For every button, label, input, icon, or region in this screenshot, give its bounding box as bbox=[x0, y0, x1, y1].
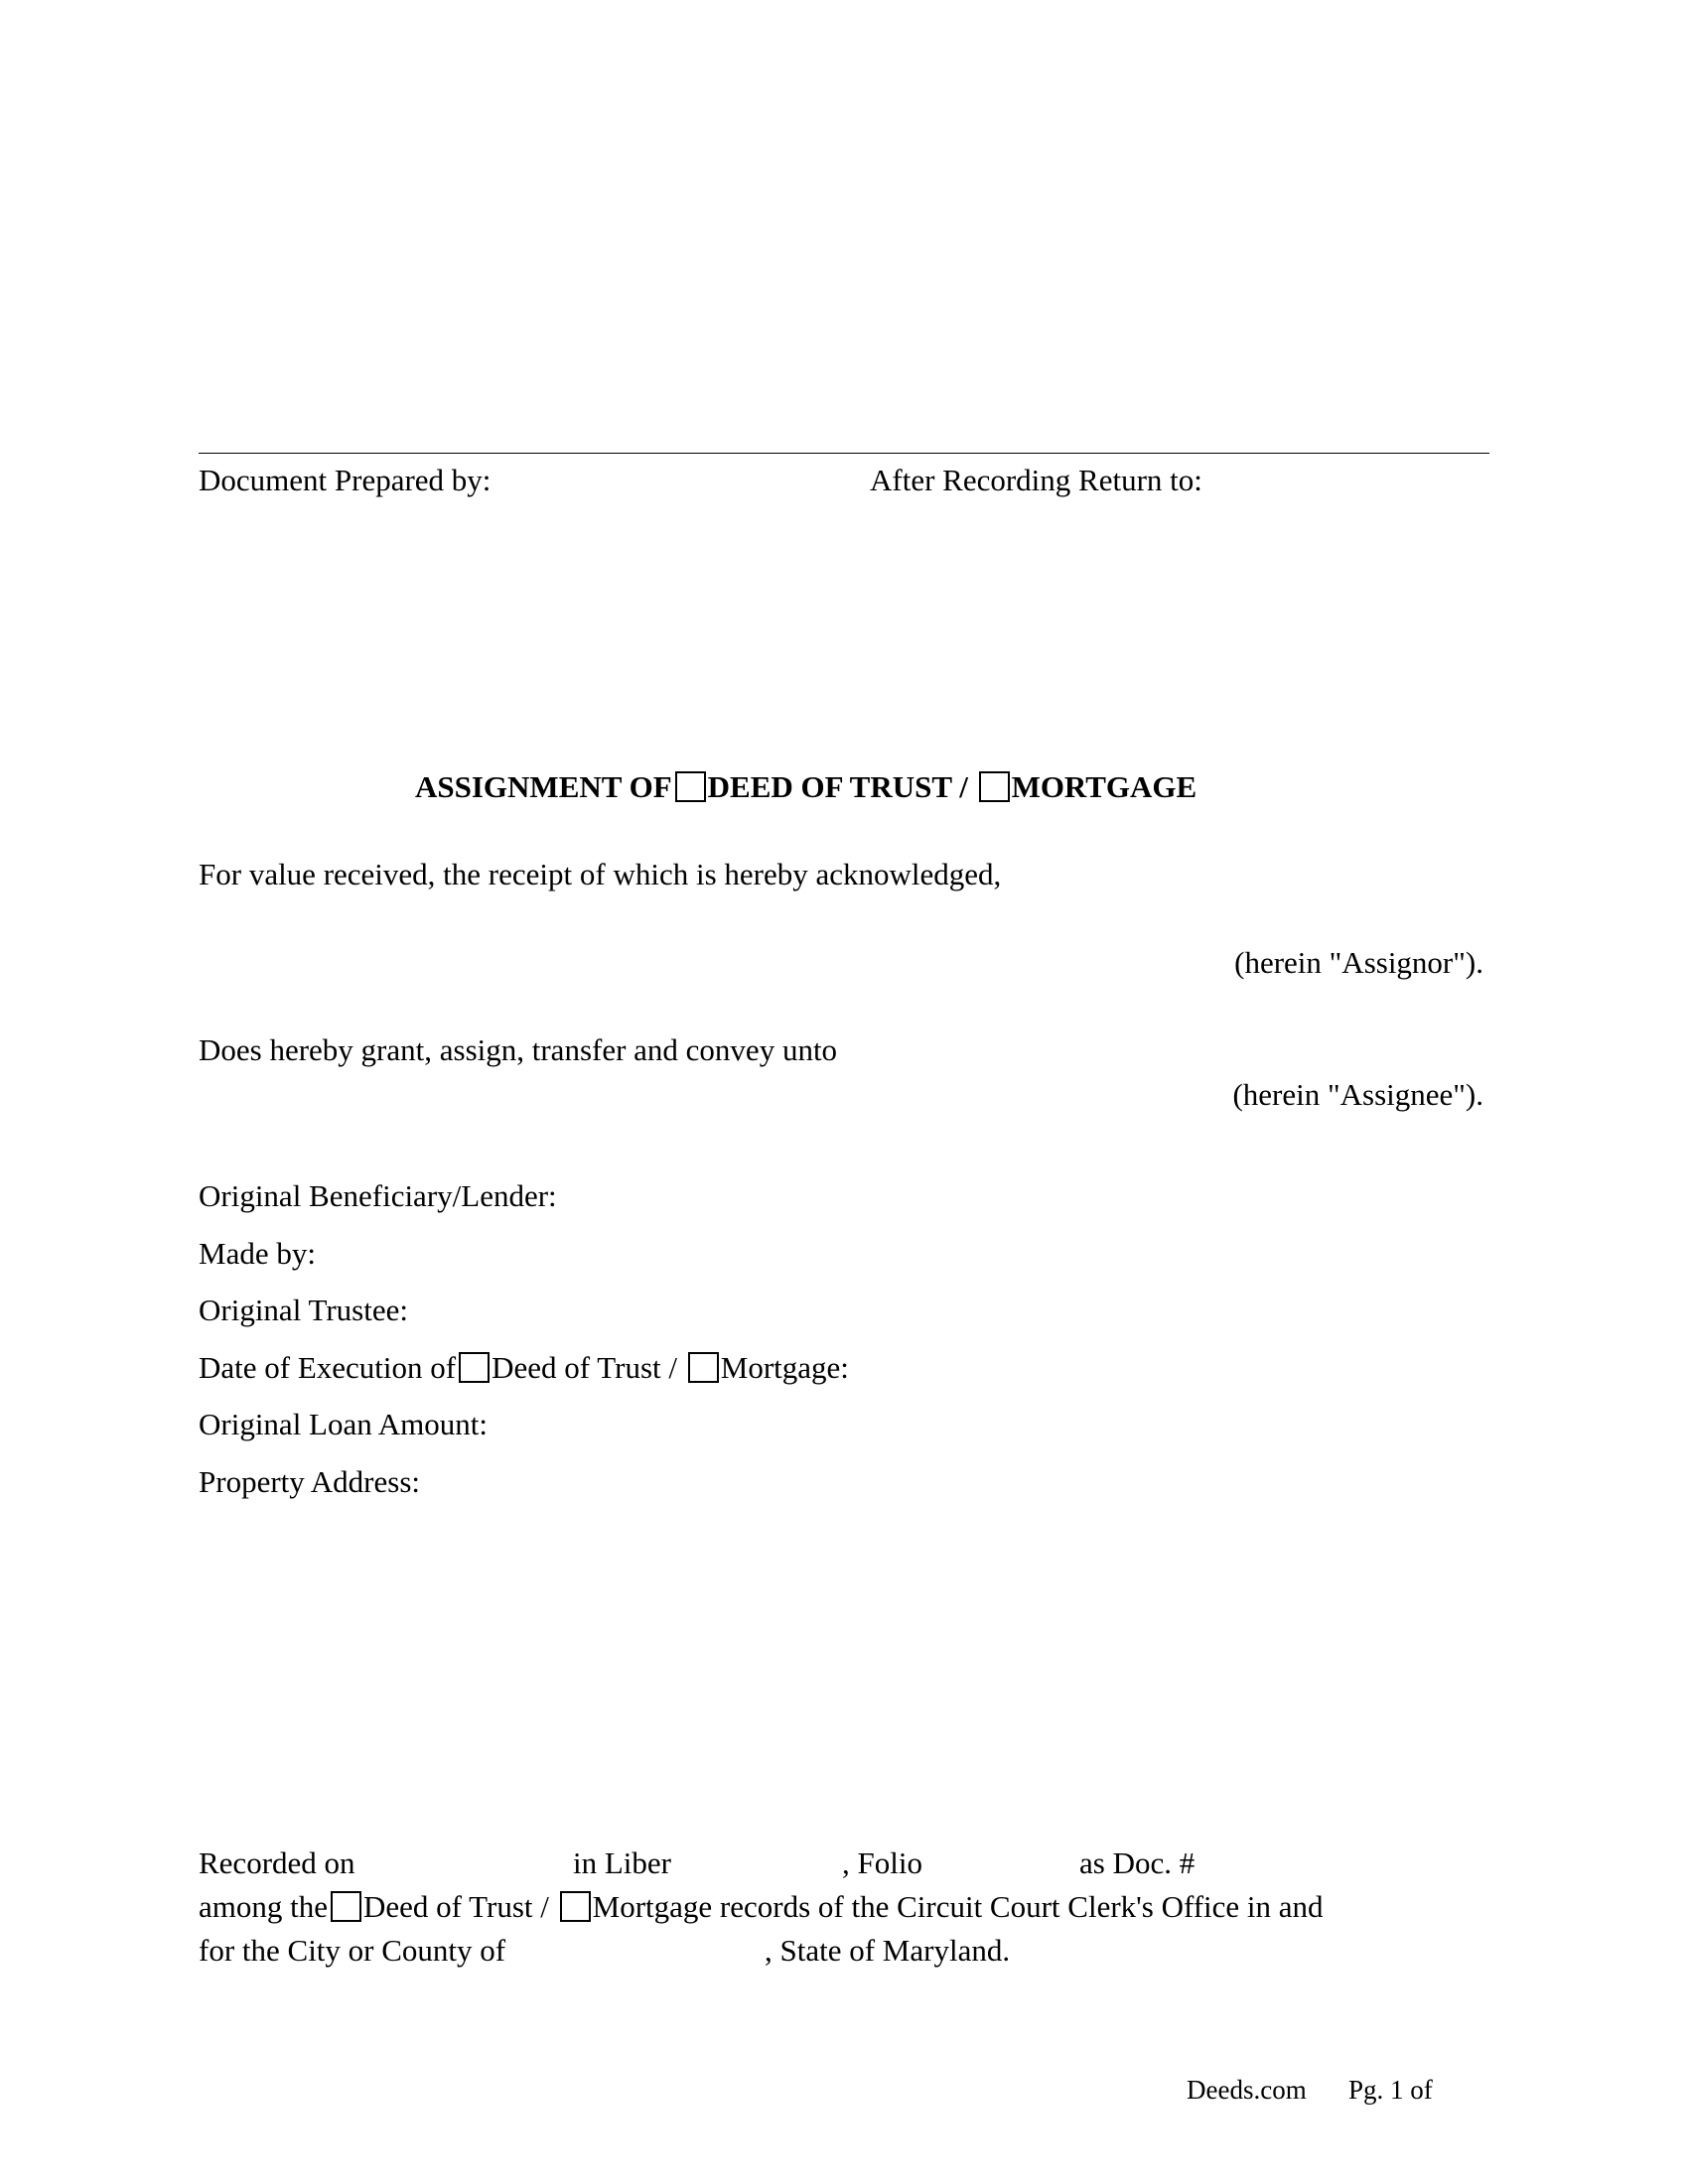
recorded-on-label: Recorded on bbox=[199, 1845, 355, 1880]
doc-number-label: as Doc. # bbox=[1079, 1845, 1196, 1880]
made-by-label: Made by: bbox=[199, 1236, 316, 1271]
date-of-execution-label: Date of Execution of bbox=[199, 1350, 457, 1385]
title-option-mortgage: MORTGAGE bbox=[1011, 769, 1197, 804]
records-deed-of-trust-checkbox[interactable] bbox=[331, 1891, 361, 1922]
title-prefix: ASSIGNMENT OF bbox=[415, 769, 672, 804]
footer-site: Deeds.com bbox=[1187, 2075, 1307, 2105]
original-trustee-label: Original Trustee: bbox=[199, 1293, 408, 1327]
assignee-label: (herein "Assignee"). bbox=[1232, 1077, 1483, 1112]
prepared-by-label: Document Prepared by: bbox=[199, 463, 492, 497]
footer-page-number: Pg. 1 of bbox=[1348, 2075, 1433, 2105]
among-records-line bbox=[199, 1887, 1324, 1927]
original-beneficiary-label: Original Beneficiary/Lender: bbox=[199, 1178, 557, 1213]
in-liber-label: in Liber bbox=[573, 1845, 671, 1880]
city-county-label: for the City or County of bbox=[199, 1933, 506, 1968]
records-mortgage-checkbox[interactable] bbox=[560, 1891, 591, 1922]
execution-deed-of-trust-label: Deed of Trust / bbox=[492, 1350, 677, 1385]
title-option-deed-of-trust: DEED OF TRUST / bbox=[707, 769, 968, 804]
date-of-execution-line bbox=[199, 1348, 849, 1388]
header-divider bbox=[199, 453, 1489, 454]
property-address-label: Property Address: bbox=[199, 1464, 421, 1499]
among-the-label: among the bbox=[199, 1889, 328, 1924]
folio-label: , Folio bbox=[842, 1845, 922, 1880]
execution-deed-of-trust-checkbox[interactable] bbox=[459, 1352, 490, 1383]
state-label: , State of Maryland. bbox=[765, 1933, 1011, 1968]
records-mortgage-label: Mortgage records of the Circuit Court Clerk's Office in and bbox=[592, 1889, 1324, 1924]
grant-line-text: Does hereby grant, assign, transfer and convey unto bbox=[199, 1032, 838, 1067]
execution-mortgage-checkbox[interactable] bbox=[688, 1352, 719, 1383]
value-received-text: For value received, the receipt of which is hereby acknowledged, bbox=[199, 857, 1002, 891]
records-deed-of-trust-label: Deed of Trust / bbox=[363, 1889, 549, 1924]
return-to-label: After Recording Return to: bbox=[870, 463, 1202, 497]
assignor-label: (herein "Assignor"). bbox=[1234, 945, 1483, 980]
original-loan-amount-label: Original Loan Amount: bbox=[199, 1407, 489, 1441]
deed-of-trust-checkbox[interactable] bbox=[675, 771, 706, 802]
mortgage-checkbox[interactable] bbox=[979, 771, 1010, 802]
execution-mortgage-label: Mortgage: bbox=[720, 1350, 849, 1385]
document-title bbox=[415, 767, 1196, 807]
